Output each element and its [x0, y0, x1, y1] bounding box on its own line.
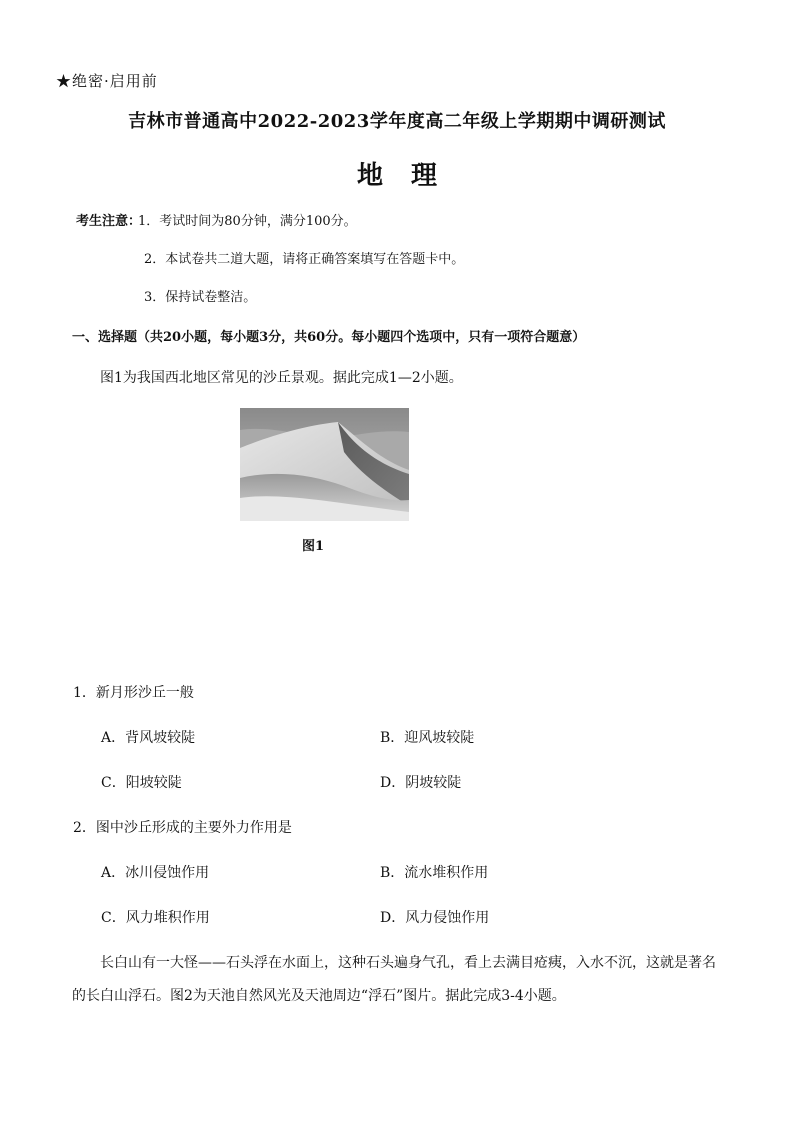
notice-item-3: 3．保持试卷整洁。 — [144, 290, 257, 305]
question-2-option-b: B．流水堆积作用 — [380, 865, 489, 881]
sand-dune-photo — [240, 408, 409, 521]
intro-paragraph-1: 图1为我国西北地区常见的沙丘景观。据此完成1—2小题。 — [100, 370, 463, 386]
question-2-option-c: C．风力堆积作用 — [101, 910, 210, 926]
question-2-stem: 2．图中沙丘形成的主要外力作用是 — [73, 820, 292, 836]
intro-paragraph-2-line-2: 的长白山浮石。图2为天池自然风光及天池周边“浮石”图片。据此完成3-4小题。 — [72, 988, 566, 1004]
figure-1-caption: 图1 — [302, 539, 325, 554]
subject-title: 地理 — [356, 161, 465, 191]
sand-dune-illustration — [240, 408, 409, 521]
question-1-option-a: A．背风坡较陡 — [101, 730, 196, 746]
confidential-mark: ★绝密·启用前 — [56, 72, 158, 90]
intro-paragraph-2-line-1: 长白山有一大怪——石头浮在水面上，这种石头遍身气孔，看上去满目疮痍，入水不沉，这就是著名 — [100, 955, 716, 971]
exam-title: 吉林市普通高中2022-2023学年度高二年级上学期期中调研测试 — [128, 111, 666, 132]
notice-item-2: 2．本试卷共二道大题，请将正确答案填写在答题卡中。 — [144, 252, 465, 267]
notice-heading: 考生注意： — [76, 214, 142, 229]
question-1-stem: 1．新月形沙丘一般 — [73, 685, 194, 701]
notice-item-1: 1．考试时间为80分钟，满分100分。 — [138, 214, 357, 229]
question-2-option-a: A．冰川侵蚀作用 — [101, 865, 210, 881]
section-heading: 一、选择题（共20小题，每小题3分，共60分。每小题四个选项中，只有一项符合题意） — [72, 330, 586, 345]
question-1-option-d: D．阴坡较陡 — [380, 775, 462, 791]
question-1-option-b: B．迎风坡较陡 — [380, 730, 475, 746]
question-2-option-d: D．风力侵蚀作用 — [380, 910, 490, 926]
question-1-option-c: C．阳坡较陡 — [101, 775, 182, 791]
